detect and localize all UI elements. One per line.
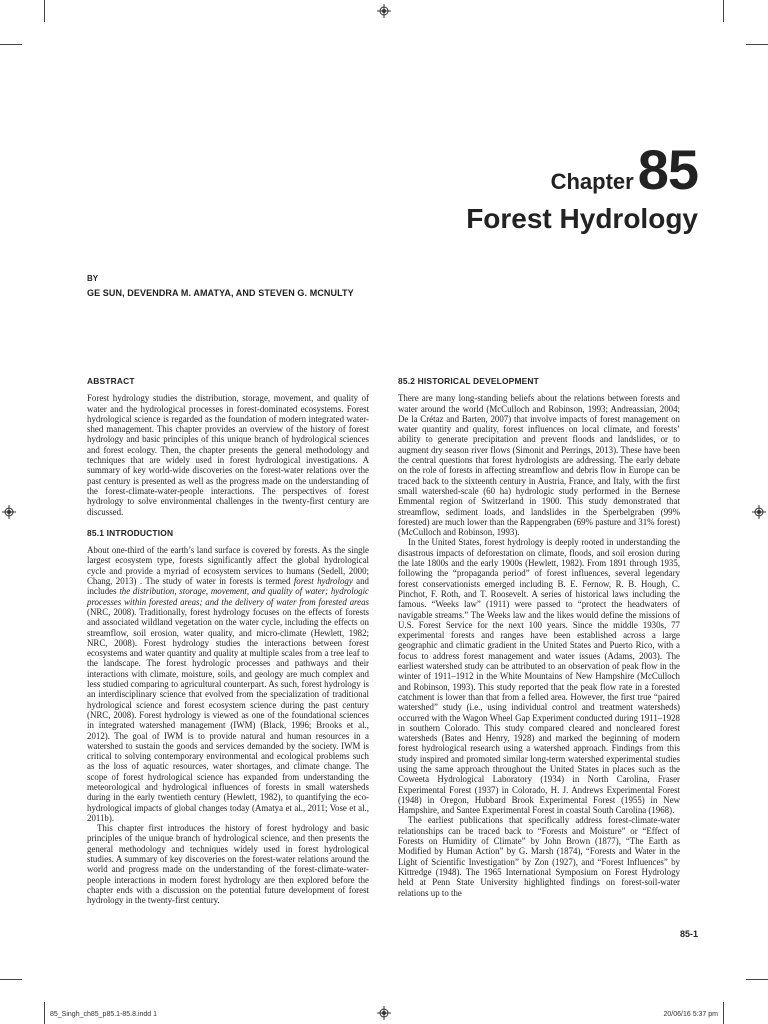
byline-label: BY xyxy=(87,274,99,283)
registration-mark-right-icon xyxy=(752,505,766,519)
history-paragraph-2: In the United States, forest hydrology is deeply rooted in understanding the disastrous impacts of deforestation on climate, floods, and soil erosion during the late 1800s and the early 1900s (Hewlett, 1982). From 1891 through 1935, following the “propaganda period” of forest influences, several legendary forest conservationists emerged including B. E. Fernow, R. B. Hough, C. Pinchot, F. Roth, and T. Roosevelt. A series of historical laws including the famous. “Weeks law” (1911) were passed to “protect the headwaters of navigable streams.” The Weeks law and the likes would define the missions of U.S. Forest Service for the next 100 years. Since the middle 1930s, 77 experimental forests and ranges have been established across a large geographic and climatic gradient in the United States and Puerto Rico, with a focus to address forest management and water issues (Adams, 2003). The earliest watershed study can be attributed to an observation of peak flow in the winter of 1911–1912 in the White Mountains of New Hampshire (McCulloch and Robinson, 1993). This study reported that the peak flow rate in a forested catchment is lower than that from a felled area. However, the first true “paired watershed” study (i.e., using individual control and treatment watersheds) occurred with the Wagon Wheel Gap Experiment conducted during 1911–1928 in southern Colorado. This study compared cleared and noncleared forest watersheds (Bates and Henry, 1928) and marked the beginning of modern forest hydrological research using a watershed approach. Findings from this study inspired and promoted similar long-term watershed experimental studies using the same approach throughout the United States in places such as the Coweeta Hydrological Laboratory (1934) in North Carolina, Fraser Experimental Forest (1937) in Colorado, H. J. Andrews Experimental Forest (1948) in Oregon, Hubbard Brook Experimental Forest (1955) in New Hampshire, and Santee Experimental Forest in coastal South Carolina (1968). xyxy=(398,537,680,816)
history-paragraph-3: The earliest publications that specifically address forest-climate-water relationships can be traced back to “Forests and Moisture” or “Effect of Forests on Humidity of Climate” by John Brown (1877), “The Earth as Modified by Human Action” by G. Marsh (1874), “Forests and Water in the Light of Scientific Investigation” by Zon (1927), and “Forest Influences” by Kittredge (1948). The 1965 International Symposium on Forest Hydrology held at Penn State University highlighted findings on forest-soil-water relations up to the xyxy=(398,815,680,898)
registration-mark-top-icon xyxy=(377,4,391,18)
crop-mark-bottom-right-h xyxy=(746,979,768,980)
chapter-heading xyxy=(550,138,698,201)
crop-mark-top-right-h xyxy=(746,44,768,45)
introduction-paragraph-1 xyxy=(87,545,369,823)
left-column xyxy=(87,376,369,906)
abstract-text: Forest hydrology studies the distribution, storage, movement, and quality of water and the hydrological processes in forest-dominated ecosystems. Forest hydrological science is regarded as the foundation of modern integrated water-shed management. This chapter provides an overview of the history of forest hydrology and basic principles of this unique branch of hydrological sciences and forest ecology. Then, the chapter presents the general methodology and techniques that are widely used in forest hydrological investigations. A summary of key world-wide discoveries on the forest-water relations over the past century is presented as well as the progress made on the understanding of the forest-climate-water-people interactions. The perspectives of forest hydrology to solve environmental challenges in the twenty-first century are discussed. xyxy=(87,393,369,517)
chapter-label: Chapter xyxy=(550,169,634,194)
crop-mark-bottom-left-h xyxy=(0,979,22,980)
footer-timestamp: 20/06/16 5:37 pm xyxy=(663,1011,718,1018)
intro-text-e: (NRC, 2008). Traditionally, forest hydrology focuses on the effects of forests and associated wildland vegetation on the water cycle, including the effects on streamflow, soil erosion, water quality, and micro-climate (Hewlett, 1982; NRC, 2008). Forest hydrology studies the interactions between forest ecosystems and water quantity and quality at multiple scales from a tree leaf to the landscape. The forest hydrologic processes and pathways and their interactions with climate, moisture, soils, and geology are much complex and less studied comparing to agricultural counterpart. As such, forest hydrology is an interdisciplinary science that evolved from the specialization of traditional hydrological science and forest ecosystem science during the past century (NRC, 2008). Forest hydrology is viewed as one of the foundational sciences in integrated watershed management (IWM) (Black, 1996; Brooks et al., 2012). The goal of IWM is to provide natural and human resources in a watershed to sustain the goods and services demanded by the society. IWM is critical to solving contemporary environmental and ecological problems such as the loss of aquatic resources, water shortages, and climate change. The scope of forest hydrological science has expanded from understanding the meteorological and hydrological influences of forests in small watersheds during in the early twentieth century (Hewlett, 1982), to quantifying the eco-hydrological impacts of global changes today (Amatya et al., 2011; Vose et al., 2011b). xyxy=(87,606,369,823)
page-number: 85-1 xyxy=(679,929,698,939)
crop-mark-top-left-v xyxy=(44,0,45,22)
history-heading: 85.2 HISTORICAL DEVELOPMENT xyxy=(398,376,539,386)
page-title: Forest Hydrology xyxy=(466,203,698,234)
footer-file-name: 85_Singh_ch85_p85.1-85.8.indd 1 xyxy=(50,1011,158,1018)
crop-mark-top-left-h xyxy=(0,44,22,45)
right-column xyxy=(398,376,680,898)
registration-mark-bottom-icon xyxy=(377,1006,391,1020)
intro-definition: the distribution, storage, movement, and quality of water; hydrologic processes within forested areas; and the delivery of water from forested areas xyxy=(87,586,369,607)
history-paragraph-1: There are many long-standing beliefs about the relations between forests and water around the world (McCulloch and Robinson, 1993; Andreassian, 2004; De la Crétaz and Barten, 2007) that involve impacts of forest management on water quantity and quality, forest influences on local climate, and forests’ ability to generate precipitation and prevent floods and landslides, or to augment dry season river flows (Simonit and Perrings, 2013). These have been the central questions that forest hydrologists are addressing. The early debate on the role of forests in affecting streamflow and debris flow in Europe can be traced back to the sixteenth century in Austria, France, and Italy, with the first small watershed-scale (60 ha) hydrologic study performed in the Bernese Emmental region of Switzerland in 1900. This study demonstrated that streamflow, sediment loads, and landslides in the Sperbelgraben (99% forested) are much lower than the Rappengraben (69% pasture and 31% forest) (McCulloch and Robinson, 1993). xyxy=(398,393,680,538)
abstract-heading: ABSTRACT xyxy=(87,376,135,386)
registration-mark-left-icon xyxy=(2,505,16,519)
crop-mark-bottom-left-v xyxy=(44,1002,45,1024)
crop-mark-top-right-v xyxy=(723,0,724,22)
intro-text-c: and includes xyxy=(87,576,369,597)
crop-mark-bottom-right-v xyxy=(723,1002,724,1024)
author-list: GE SUN, DEVENDRA M. AMATYA, AND STEVEN G. MCNULTY xyxy=(87,288,354,298)
introduction-heading: 85.1 INTRODUCTION xyxy=(87,527,174,538)
introduction-paragraph-2: This chapter first introduces the history of forest hydrology and basic principles of the unique branch of hydrological science, and then presents the general methodology and techniques widely used in forest hydrological studies. A summary of key discoveries on the forest-water relations around the world and progress made on the understanding of the forest-climate-water-people interactions in modern forest hydrology are then explored before the chapter ends with a discussion on the potential future development of forest hydrology in the twenty-first century. xyxy=(87,823,369,906)
intro-term-forest-hydrology: forest hydrology xyxy=(293,576,353,587)
chapter-number: 85 xyxy=(637,138,698,201)
intro-text-a: About one-third of the earth’s land surface is covered by forests. As the single largest ecosystem type, forests significantly affect the global hydrological cycle and provide a myriad of ecosystem services to humans (Sedell, 2000; Chang, 2013) . The study of water in forests is termed xyxy=(87,545,369,587)
